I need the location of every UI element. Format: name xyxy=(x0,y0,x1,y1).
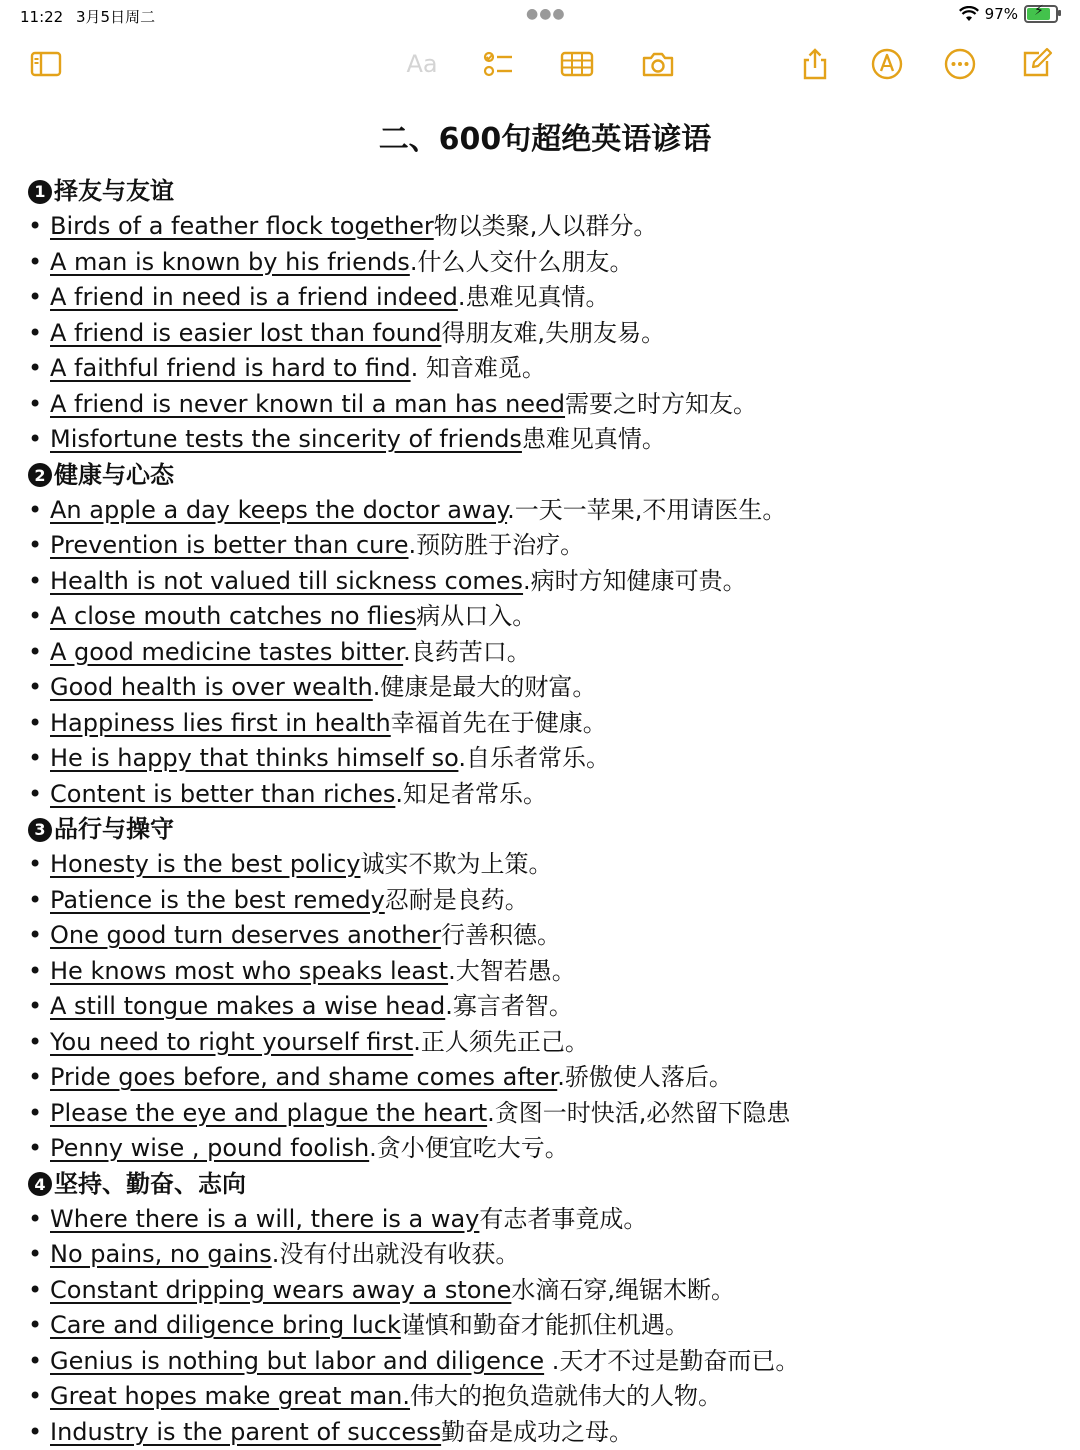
section-heading[interactable] xyxy=(28,174,1064,209)
proverb-chinese: 有志者事竟成。 xyxy=(479,1205,647,1233)
proverb-english: You need to right yourself first xyxy=(50,1028,413,1056)
share-icon xyxy=(798,47,832,81)
proverb-english: A still tongue makes a wise head xyxy=(50,992,445,1020)
bullet-icon: • xyxy=(28,1237,42,1273)
proverb-list-item[interactable] xyxy=(28,1415,1064,1450)
proverb-english: Please the eye and plague the heart xyxy=(50,1099,487,1127)
bullet-icon: • xyxy=(28,1096,42,1132)
proverb-english: An apple a day keeps the doctor away xyxy=(50,496,507,524)
section-number-badge: 1 xyxy=(28,180,52,204)
bullet-icon: • xyxy=(28,351,42,387)
bullet-icon: • xyxy=(28,1060,42,1096)
proverb-list-item[interactable] xyxy=(28,1344,1064,1380)
proverb-list-item[interactable] xyxy=(28,741,1064,777)
proverb-list-item[interactable] xyxy=(28,1379,1064,1415)
proverb-list-item[interactable] xyxy=(28,280,1064,316)
camera-icon xyxy=(641,47,675,81)
bullet-icon: • xyxy=(28,989,42,1025)
proverb-english: Health is not valued till sickness comes xyxy=(50,567,523,595)
status-right xyxy=(959,5,1058,23)
bullet-icon: • xyxy=(28,670,42,706)
bullet-icon: • xyxy=(28,280,42,316)
proverb-chinese: 勤奋是成功之母。 xyxy=(441,1418,633,1446)
proverb-english: Genius is nothing but labor and diligence xyxy=(50,1347,544,1375)
proverb-chinese: .良药苦口。 xyxy=(403,638,531,666)
proverb-chinese: .没有付出就没有收获。 xyxy=(272,1240,520,1268)
proverb-chinese: .贪小便宜吃大亏。 xyxy=(369,1134,569,1162)
proverb-list-item[interactable] xyxy=(28,316,1064,352)
more-button[interactable] xyxy=(940,44,980,84)
proverb-list-item[interactable] xyxy=(28,245,1064,281)
multitasking-dots-icon[interactable]: ●●● xyxy=(526,6,566,22)
section-heading[interactable] xyxy=(28,812,1064,847)
bullet-icon: • xyxy=(28,422,42,458)
battery-percent: 97% xyxy=(985,5,1018,23)
proverb-chinese: .病时方知健康可贵。 xyxy=(523,567,747,595)
proverb-english: Constant dripping wears away a stone xyxy=(50,1276,511,1304)
proverb-chinese: .天才不过是勤奋而已。 xyxy=(544,1347,799,1375)
bullet-icon: • xyxy=(28,918,42,954)
proverb-chinese: .骄傲使人落后。 xyxy=(557,1063,733,1091)
proverb-english: Prevention is better than cure xyxy=(50,531,409,559)
proverb-english: A good medicine tastes bitter xyxy=(50,638,403,666)
bullet-icon: • xyxy=(28,741,42,777)
charging-bolt-icon: ⚡ xyxy=(1034,3,1044,19)
note-title[interactable]: 二、600句超绝英语谚语 xyxy=(0,114,1080,158)
proverb-chinese: 水滴石穿,绳锯木断。 xyxy=(511,1276,735,1304)
proverb-chinese: 病从口入。 xyxy=(416,602,536,630)
battery-icon xyxy=(1024,5,1058,23)
proverb-chinese: 患难见真情。 xyxy=(522,425,666,453)
bullet-icon: • xyxy=(28,1415,42,1450)
proverb-list-item[interactable] xyxy=(28,777,1064,813)
bullet-icon: • xyxy=(28,1344,42,1380)
bullet-icon: • xyxy=(28,706,42,742)
proverb-chinese: 得朋友难,失朋友易。 xyxy=(441,319,665,347)
proverb-english: Good health is over wealth xyxy=(50,673,373,701)
bullet-icon: • xyxy=(28,954,42,990)
proverb-chinese: 需要之时方知友。 xyxy=(565,390,757,418)
table-icon xyxy=(560,47,594,81)
proverb-english: Content is better than riches xyxy=(50,780,395,808)
proverb-list-item[interactable] xyxy=(28,1060,1064,1096)
wifi-icon xyxy=(959,6,979,22)
section-heading-text: 择友与友谊 xyxy=(54,174,174,209)
proverb-english: He is happy that thinks himself so xyxy=(50,744,458,772)
proverb-chinese: .健康是最大的财富。 xyxy=(373,673,597,701)
proverb-list-item[interactable] xyxy=(28,1202,1064,1238)
bullet-icon: • xyxy=(28,635,42,671)
compose-icon xyxy=(1019,47,1053,81)
bullet-icon: • xyxy=(28,1202,42,1238)
bullet-icon: • xyxy=(28,847,42,883)
proverb-english: A faithful friend is hard to find xyxy=(50,354,411,382)
camera-button[interactable] xyxy=(638,44,678,84)
bullet-icon: • xyxy=(28,387,42,423)
proverb-chinese: .一天一苹果,不用请医生。 xyxy=(507,496,786,524)
bullet-icon: • xyxy=(28,1025,42,1061)
proverb-chinese: 诚实不欺为上策。 xyxy=(360,850,552,878)
proverb-list-item[interactable] xyxy=(28,670,1064,706)
proverb-chinese: . 知音难觅。 xyxy=(411,354,546,382)
bullet-icon: • xyxy=(28,1379,42,1415)
proverb-english: A man is known by his friends xyxy=(50,248,410,276)
text-format-icon: Aa xyxy=(406,50,437,78)
proverb-english: A friend is never known til a man has need xyxy=(50,390,565,418)
proverb-list-item[interactable] xyxy=(28,493,1064,529)
section-heading-text: 品行与操守 xyxy=(54,812,174,847)
bullet-icon: • xyxy=(28,1131,42,1167)
note-toolbar xyxy=(0,44,1080,88)
bullet-icon: • xyxy=(28,493,42,529)
proverb-list-item[interactable] xyxy=(28,883,1064,919)
section-heading-text: 坚持、勤奋、志向 xyxy=(54,1167,246,1202)
proverb-chinese: 忍耐是良药。 xyxy=(385,886,529,914)
proverb-english: Care and diligence bring luck xyxy=(50,1311,401,1339)
status-time-value: 11:22 xyxy=(20,8,63,26)
bullet-icon: • xyxy=(28,883,42,919)
proverb-chinese: 行善积德。 xyxy=(441,921,561,949)
checklist-icon xyxy=(481,47,515,81)
proverb-list-item[interactable] xyxy=(28,1131,1064,1167)
markup-button[interactable] xyxy=(867,44,907,84)
checklist-button[interactable] xyxy=(478,44,518,84)
table-button[interactable] xyxy=(557,44,597,84)
bullet-icon: • xyxy=(28,1308,42,1344)
proverb-english: Misfortune tests the sincerity of friends xyxy=(50,425,522,453)
status-time xyxy=(20,6,155,27)
proverb-english: Patience is the best remedy xyxy=(50,886,385,914)
proverb-list-item[interactable] xyxy=(28,1273,1064,1309)
proverb-list-item[interactable] xyxy=(28,422,1064,458)
proverb-list-item[interactable] xyxy=(28,635,1064,671)
proverb-chinese: .大智若愚。 xyxy=(448,957,576,985)
proverb-chinese: .知足者常乐。 xyxy=(395,780,547,808)
proverb-chinese: .预防胜于治疗。 xyxy=(409,531,585,559)
proverb-list-item[interactable] xyxy=(28,989,1064,1025)
proverb-list-item[interactable] xyxy=(28,1308,1064,1344)
status-bar xyxy=(0,0,1080,34)
proverb-english: Penny wise , pound foolish xyxy=(50,1134,369,1162)
proverb-list-item[interactable] xyxy=(28,1025,1064,1061)
bullet-icon: • xyxy=(28,564,42,600)
proverb-list-item[interactable] xyxy=(28,954,1064,990)
bullet-icon: • xyxy=(28,528,42,564)
proverb-list-item[interactable] xyxy=(28,599,1064,635)
proverb-english: A friend in need is a friend indeed xyxy=(50,283,458,311)
sidebar-icon xyxy=(29,47,63,81)
proverb-chinese: 幸福首先在于健康。 xyxy=(391,709,607,737)
section-heading[interactable] xyxy=(28,1167,1064,1202)
proverb-list-item[interactable] xyxy=(28,1096,1064,1132)
proverb-list-item[interactable] xyxy=(28,564,1064,600)
bullet-icon: • xyxy=(28,1273,42,1309)
proverb-chinese: .贪图一时快活,必然留下隐患 xyxy=(487,1099,790,1127)
proverb-chinese: 伟大的抱负造就伟大的人物。 xyxy=(410,1382,722,1410)
bullet-icon: • xyxy=(28,599,42,635)
proverb-chinese: .患难见真情。 xyxy=(458,283,610,311)
proverb-english: Happiness lies first in health xyxy=(50,709,391,737)
section-number-badge: 2 xyxy=(28,463,52,487)
proverb-chinese: 物以类聚,人以群分。 xyxy=(434,212,658,240)
proverb-chinese: .自乐者常乐。 xyxy=(458,744,610,772)
markup-icon xyxy=(870,47,904,81)
proverb-chinese: .寡言者智。 xyxy=(445,992,573,1020)
proverb-english: Honesty is the best policy xyxy=(50,850,360,878)
text-format-button[interactable] xyxy=(402,44,442,84)
proverb-english: A close mouth catches no flies xyxy=(50,602,416,630)
section-heading-text: 健康与心态 xyxy=(54,458,174,493)
section-number-badge: 4 xyxy=(28,1172,52,1196)
proverb-english: Industry is the parent of success xyxy=(50,1418,441,1446)
proverb-chinese: .正人须先正己。 xyxy=(413,1028,589,1056)
proverb-english: Birds of a feather flock together xyxy=(50,212,434,240)
note-body[interactable] xyxy=(28,174,1064,1450)
proverb-english: No pains, no gains xyxy=(50,1240,272,1268)
proverb-list-item[interactable] xyxy=(28,918,1064,954)
section-number-badge: 3 xyxy=(28,818,52,842)
proverb-list-item[interactable] xyxy=(28,1237,1064,1273)
proverb-english: He knows most who speaks least xyxy=(50,957,448,985)
proverb-english: Pride goes before, and shame comes after xyxy=(50,1063,557,1091)
more-icon xyxy=(943,47,977,81)
status-date: 3月5日周二 xyxy=(76,8,155,26)
proverb-list-item[interactable] xyxy=(28,847,1064,883)
proverb-english: A friend is easier lost than found xyxy=(50,319,441,347)
bullet-icon: • xyxy=(28,316,42,352)
proverb-english: Where there is a will, there is a way xyxy=(50,1205,479,1233)
section-heading[interactable] xyxy=(28,458,1064,493)
proverb-list-item[interactable] xyxy=(28,706,1064,742)
bullet-icon: • xyxy=(28,777,42,813)
compose-button[interactable] xyxy=(1016,44,1056,84)
proverb-chinese: .什么人交什么朋友。 xyxy=(410,248,634,276)
bullet-icon: • xyxy=(28,209,42,245)
proverb-list-item[interactable] xyxy=(28,209,1064,245)
bullet-icon: • xyxy=(28,245,42,281)
sidebar-toggle-button[interactable] xyxy=(26,44,66,84)
proverb-list-item[interactable] xyxy=(28,528,1064,564)
proverb-list-item[interactable] xyxy=(28,351,1064,387)
proverb-list-item[interactable] xyxy=(28,387,1064,423)
share-button[interactable] xyxy=(795,44,835,84)
proverb-chinese: 谨慎和勤奋才能抓住机遇。 xyxy=(401,1311,689,1339)
proverb-english: One good turn deserves another xyxy=(50,921,441,949)
proverb-english: Great hopes make great man. xyxy=(50,1382,410,1410)
